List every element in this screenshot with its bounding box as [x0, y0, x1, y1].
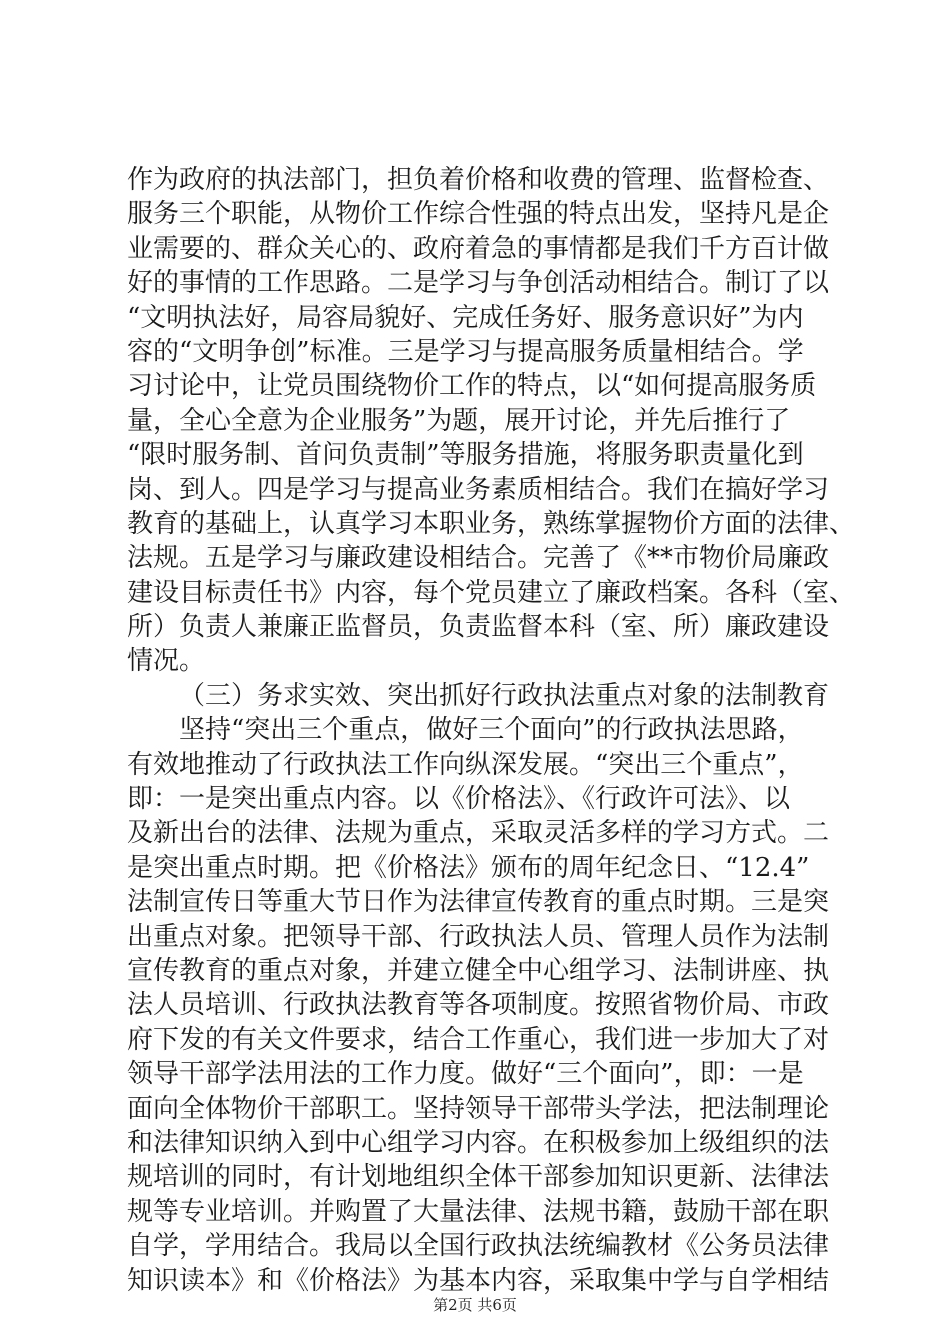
text-line: 业需要的、群众关心的、政府着急的事情都是我们千方百计做: [127, 233, 830, 264]
text-line: 法人员培训、行政执法教育等各项制度。按照省物价局、市政: [127, 990, 830, 1021]
text-line: 法制宣传日等重大节日作为法律宣传教育的重点时期。三是突: [127, 887, 830, 918]
text-line: 教育的基础上，认真学习本职业务，熟练掌握物价方面的法律、: [127, 508, 856, 539]
section-heading: （三）务求实效、突出抓好行政执法重点对象的法制教育: [179, 680, 830, 711]
text-line: 容的“文明争创”标准。三是学习与提高服务质量相结合。学: [127, 336, 804, 367]
text-line: 和法律知识纳入到中心组学习内容。在积极参加上级组织的法: [127, 1127, 830, 1158]
text-line: 面向全体物价干部职工。坚持领导干部带头学法，把法制理论: [127, 1093, 830, 1124]
text-line: 领导干部学法用法的工作力度。做好“三个面向”，即：一是: [127, 1059, 804, 1090]
text-line: 建设目标责任书》内容，每个党员建立了廉政档案。各科（室、: [127, 577, 856, 608]
text-line: 习讨论中，让党员围绕物价工作的特点，以“如何提高服务质: [127, 371, 817, 402]
text-line: 是突出重点时期。把《价格法》颁布的周年纪念日、“12.4”: [127, 852, 810, 883]
text-line: 有效地推动了行政执法工作向纵深发展。“突出三个重点”，: [127, 749, 804, 780]
text-line: 规等专业培训。并购置了大量法律、法规书籍，鼓励干部在职: [127, 1196, 830, 1227]
text-line: “限时服务制、首问负责制”等服务措施，将服务职责量化到: [127, 440, 804, 471]
text-line: 量，全心全意为企业服务”为题，展开讨论，并先后推行了: [127, 405, 791, 436]
document-body: [127, 163, 856, 1298]
text-line: 宣传教育的重点对象，并建立健全中心组学习、法制讲座、执: [127, 955, 830, 986]
page-number-footer: 第2页 共6页: [433, 1296, 517, 1314]
text-line: “文明执法好，局容局貌好、完成任务好、服务意识好”为内: [127, 302, 804, 333]
text-line: 及新出台的法律、法规为重点，采取灵活多样的学习方式。二: [127, 818, 830, 849]
paragraph-start-line: 坚持“突出三个重点，做好三个面向”的行政执法思路，: [179, 715, 804, 746]
text-line: 情况。: [127, 646, 206, 677]
text-line: 法规。五是学习与廉政建设相结合。完善了《**市物价局廉政: [127, 543, 830, 574]
text-line: 出重点对象。把领导干部、行政执法人员、管理人员作为法制: [127, 921, 830, 952]
text-line: 即：一是突出重点内容。以《价格法》、《行政许可法》、以: [127, 784, 791, 815]
text-line: 作为政府的执法部门，担负着价格和收费的管理、监督检查、: [127, 165, 830, 195]
text-line: 规培训的同时，有计划地组织全体干部参加知识更新、法律法: [127, 1162, 830, 1193]
text-line: 府下发的有关文件要求，结合工作重心，我们进一步加大了对: [127, 1024, 830, 1055]
text-line: 所）负责人兼廉正监督员，负责监督本科（室、所）廉政建设: [127, 612, 830, 643]
text-line: 知识读本》和《价格法》为基本内容，采取集中学与自学相结: [127, 1265, 830, 1296]
text-line: 好的事情的工作思路。二是学习与争创活动相结合。制订了以: [127, 268, 830, 299]
text-line: 岗、到人。四是学习与提高业务素质相结合。我们在搞好学习: [127, 474, 830, 505]
text-line: 自学，学用结合。我局以全国行政执法统编教材《公务员法律: [127, 1231, 830, 1262]
text-line: 服务三个职能，从物价工作综合性强的特点出发，坚持凡是企: [127, 199, 830, 230]
